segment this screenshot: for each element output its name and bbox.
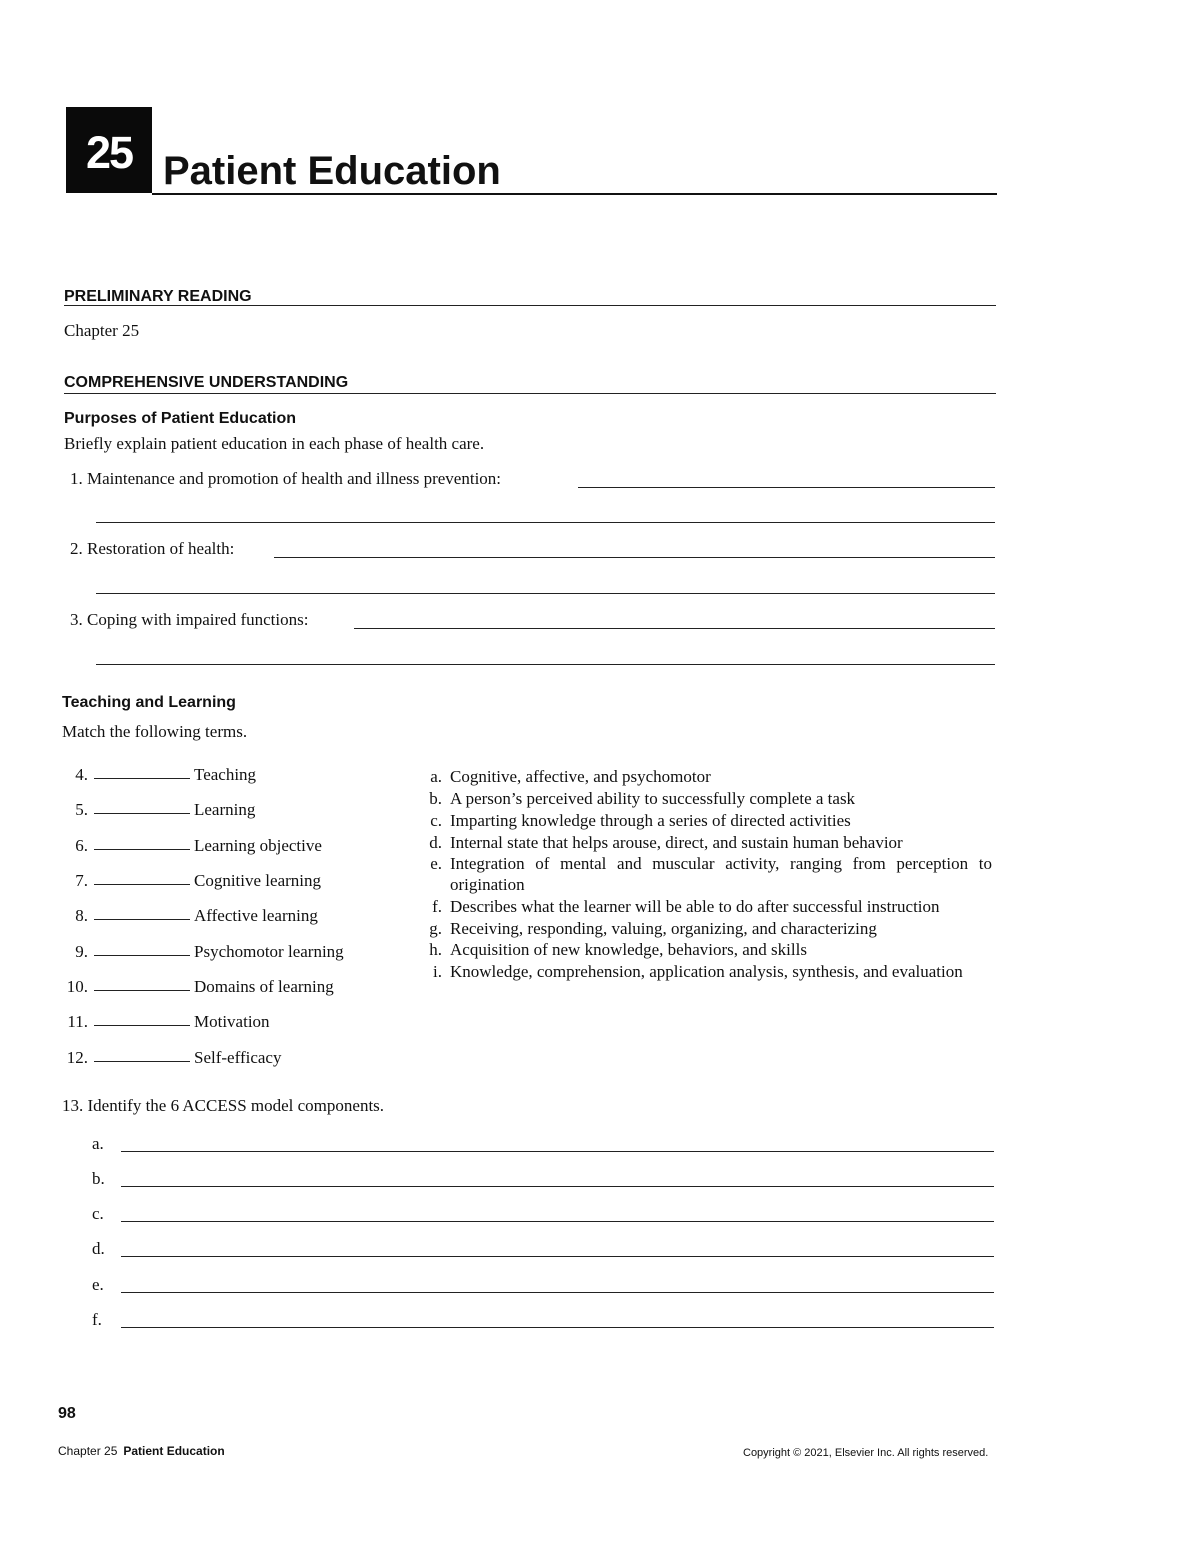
question-number: 3.: [70, 610, 83, 629]
answer-line[interactable]: [121, 1327, 994, 1328]
access-item-a: a.: [92, 1133, 994, 1157]
comprehensive-understanding-heading: COMPREHENSIVE UNDERSTANDING: [64, 374, 349, 391]
matching-term-row: 6. Learning objective: [75, 836, 322, 855]
definition-h: h. Acquisition of new knowledge, behaviors, and skills: [429, 940, 807, 959]
access-item-b: b.: [92, 1168, 994, 1192]
question-number: 13.: [62, 1096, 84, 1115]
match-blank[interactable]: [94, 884, 190, 885]
access-item-f: f.: [92, 1309, 994, 1333]
matching-term-row: 9. Psychomotor learning: [75, 942, 344, 961]
purposes-heading: Purposes of Patient Education: [64, 410, 297, 427]
definition-c: c. Imparting knowledge through a series of directed activities: [430, 811, 851, 830]
match-blank[interactable]: [94, 1025, 190, 1026]
question-text: Coping with impaired functions:: [87, 610, 309, 629]
term-label: Learning: [194, 800, 256, 819]
term-label: Self-efficacy: [194, 1048, 282, 1067]
match-blank[interactable]: [94, 990, 190, 991]
match-blank[interactable]: [94, 778, 190, 779]
question-text: Identify the 6 ACCESS model components.: [87, 1096, 385, 1115]
preliminary-reading-text: Chapter 25: [64, 321, 140, 340]
question-2: [70, 539, 234, 559]
question-text: Restoration of health:: [87, 539, 235, 558]
term-label: Psychomotor learning: [194, 942, 344, 961]
matching-term-row: 4. Teaching: [75, 765, 257, 784]
question-1: [70, 469, 501, 489]
chapter-title-rule: [152, 193, 997, 195]
matching-term-row: 5. Learning: [75, 800, 256, 819]
matching-term-row: 8. Affective learning: [75, 906, 318, 925]
definition-e: e. Integration of mental and muscular activity, ranging from perception to origination: [430, 854, 992, 894]
footer-chapter-title: Patient Education: [123, 1444, 225, 1458]
answer-line[interactable]: [121, 1186, 994, 1187]
matching-term-row: 7. Cognitive learning: [75, 871, 322, 890]
purposes-instruction: Briefly explain patient education in each phase of health care.: [64, 434, 485, 453]
answer-line[interactable]: [96, 522, 995, 523]
footer-chapter: [58, 1444, 225, 1458]
answer-line[interactable]: [121, 1151, 994, 1152]
answer-line[interactable]: [354, 628, 995, 629]
question-3: [70, 610, 308, 630]
footer-chapter-label: Chapter 25: [58, 1444, 118, 1458]
definition-a: a. Cognitive, affective, and psychomotor: [430, 767, 711, 786]
match-blank[interactable]: [94, 849, 190, 850]
term-label: Teaching: [194, 765, 257, 784]
teaching-learning-instruction: Match the following terms.: [62, 722, 248, 741]
chapter-number: 25: [85, 127, 133, 178]
chapter-title: Patient Education: [163, 149, 501, 193]
answer-line[interactable]: [96, 664, 995, 665]
comprehensive-understanding-rule: [64, 393, 996, 394]
page-number: 98: [58, 1405, 76, 1422]
term-label: Domains of learning: [194, 977, 334, 996]
match-blank[interactable]: [94, 1061, 190, 1062]
definition-b: b. A person’s perceived ability to successfully complete a task: [429, 789, 856, 808]
preliminary-reading-heading: PRELIMINARY READING: [64, 288, 252, 305]
term-label: Affective learning: [194, 906, 318, 925]
matching-term-row: 11. Motivation: [67, 1012, 270, 1031]
answer-line[interactable]: [274, 557, 995, 558]
answer-line[interactable]: [96, 593, 995, 594]
question-number: 2.: [70, 539, 83, 558]
term-label: Learning objective: [194, 836, 322, 855]
match-blank[interactable]: [94, 919, 190, 920]
question-text: Maintenance and promotion of health and illness prevention:: [87, 469, 502, 488]
term-label: Cognitive learning: [194, 871, 322, 890]
answer-line[interactable]: [121, 1221, 994, 1222]
matching-term-row: 10. Domains of learning: [66, 977, 334, 996]
term-label: Motivation: [194, 1012, 270, 1031]
definition-i: i. Knowledge, comprehension, application analysis, synthesis, and evaluation: [433, 962, 963, 981]
answer-line[interactable]: [578, 487, 995, 488]
definition-g: g. Receiving, responding, valuing, organizing, and characterizing: [429, 919, 877, 938]
access-item-c: c.: [92, 1203, 994, 1227]
answer-line[interactable]: [121, 1292, 994, 1293]
match-blank[interactable]: [94, 955, 190, 956]
access-item-e: e.: [92, 1274, 994, 1298]
matching-term-row: 12. Self-efficacy: [66, 1048, 282, 1067]
answer-line[interactable]: [121, 1256, 994, 1257]
definition-d: d. Internal state that helps arouse, direct, and sustain human behavior: [429, 833, 903, 852]
access-item-d: d.: [92, 1238, 994, 1262]
match-blank[interactable]: [94, 813, 190, 814]
question-number: 1.: [70, 469, 83, 488]
question-13: [62, 1096, 384, 1116]
footer-copyright: Copyright © 2021, Elsevier Inc. All rights reserved.: [743, 1447, 989, 1459]
definition-f: f. Describes what the learner will be able to do after successful instruction: [432, 897, 940, 916]
preliminary-reading-rule: [64, 305, 996, 306]
teaching-learning-heading: Teaching and Learning: [62, 694, 236, 711]
